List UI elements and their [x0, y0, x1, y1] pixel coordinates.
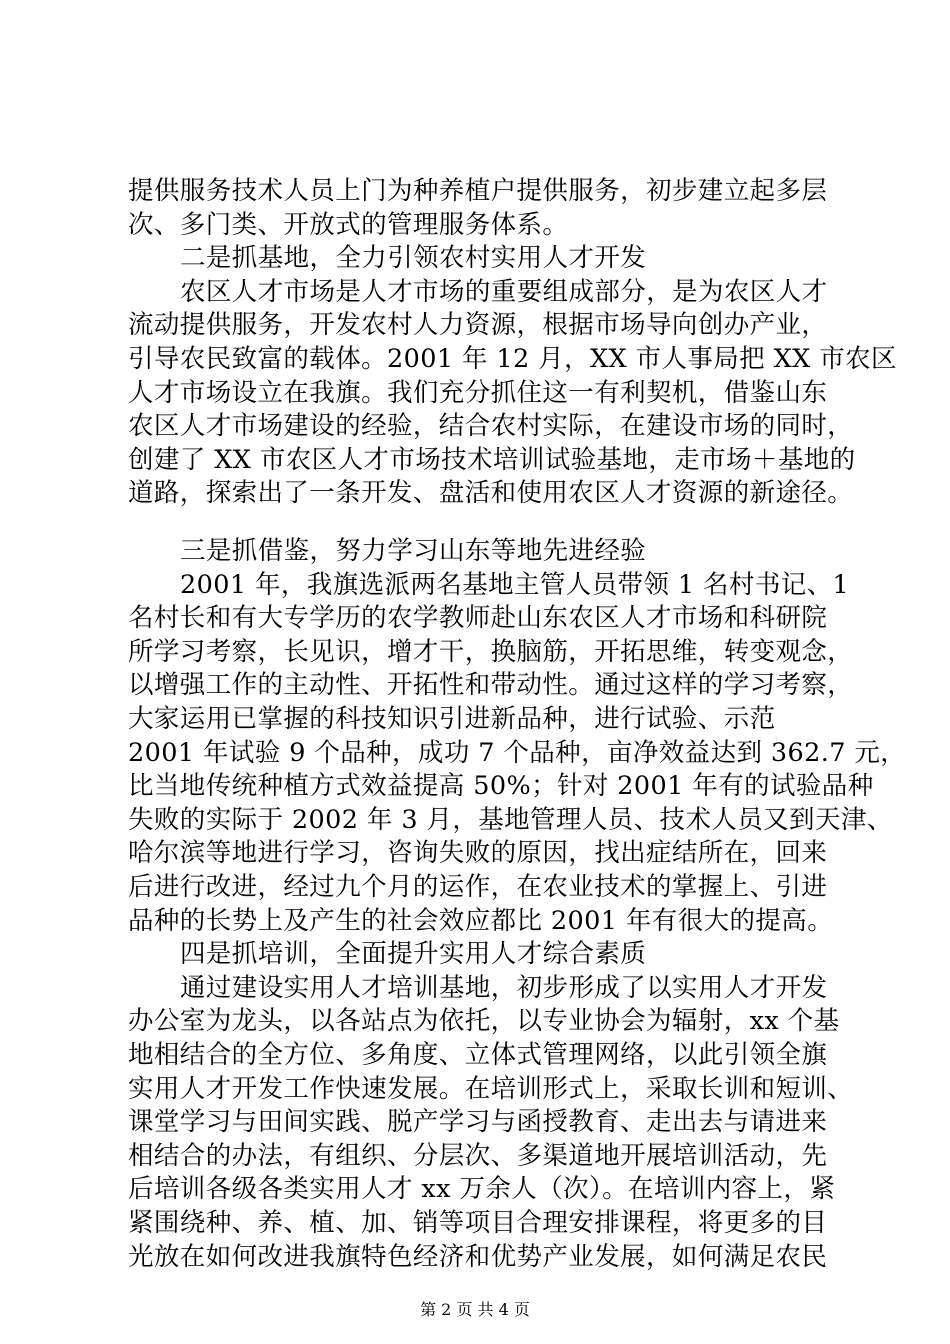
paragraph-line: 2001 年，我旗选派两名基地主管人员带领 1 名村书记、1 — [180, 569, 850, 600]
section-heading: 二是抓基地，全力引领农村实用人才开发 — [180, 243, 647, 274]
section-heading: 三是抓借鉴，努力学习山东等地先进经验 — [180, 536, 647, 566]
paragraph-line: 哈尔滨等地进行学习，咨询失败的原因，找出症结所在，回来 — [128, 838, 828, 869]
paragraph-line: 地相结合的全方位、多角度、立体式管理网络，以此引领全旗 — [128, 1040, 828, 1070]
paragraph-line: 名村长和有大专学历的农学教师赴山东农区人才市场和科研院 — [128, 603, 828, 634]
paragraph-line: 光放在如何改进我旗特色经济和优势产业发展，如何满足农民 — [128, 1241, 828, 1272]
paragraph-line: 比当地传统种植方式效益提高 50%；针对 2001 年有的试验品种 — [128, 771, 874, 802]
section-heading: 四是抓培训，全面提升实用人才综合素质 — [180, 939, 647, 970]
paragraph-line: 人才市场设立在我旗。我们充分抓住这一有利契机，借鉴山东 — [128, 377, 828, 408]
paragraph-line: 实用人才开发工作快速发展。在培训形式上，采取长训和短训、 — [128, 1073, 854, 1104]
paragraph-line: 品种的长势上及产生的社会效应都比 2001 年有很大的提高。 — [128, 905, 834, 936]
paragraph-line: 农区人才市场建设的经验，结合农村实际，在建设市场的同时， — [128, 411, 854, 442]
paragraph-line: 通过建设实用人才培训基地，初步形成了以实用人才开发 — [180, 972, 828, 1003]
paragraph-line: 次、多门类、开放式的管理服务体系。 — [128, 209, 569, 240]
paragraph-line: 后进行改进，经过九个月的运作，在农业技术的掌握上、引进 — [128, 872, 828, 902]
paragraph-line: 道路，探索出了一条开发、盘活和使用农区人才资源的新途径。 — [128, 478, 854, 509]
page-number-footer: 第 2 页 共 4 页 — [420, 1300, 530, 1319]
paragraph-line: 提供服务技术人员上门为种养植户提供服务，初步建立起多层 — [128, 176, 828, 206]
paragraph-line: 所学习考察，长见识，增才干，换脑筋，开拓思维，转变观念， — [128, 636, 854, 667]
paragraph-line: 课堂学习与田间实践、脱产学习与函授教育、走出去与请进来 — [128, 1107, 828, 1138]
paragraph-line: 大家运用已掌握的科技知识引进新品种，进行试验、示范 — [128, 704, 776, 734]
paragraph-line: 2001 年试验 9 个品种，成功 7 个品种，亩净效益达到 362.7 元， — [128, 737, 907, 768]
paragraph-line: 流动提供服务，开发农村人力资源，根据市场导向创办产业， — [128, 310, 828, 341]
paragraph-line: 办公室为龙头，以各站点为依托，以专业协会为辐射，xx 个基 — [128, 1006, 840, 1037]
paragraph-line: 引导农民致富的载体。2001 年 12 月，XX 市人事局把 XX 市农区 — [128, 344, 897, 374]
paragraph-line: 相结合的办法，有组织、分层次、多渠道地开展培训活动，先 — [128, 1140, 828, 1171]
paragraph-line: 紧围绕种、养、植、加、销等项目合理安排课程，将更多的目 — [128, 1208, 828, 1238]
paragraph-line: 后培训各级各类实用人才 xx 万余人（次）。在培训内容上，紧 — [128, 1174, 836, 1205]
paragraph-line: 农区人才市场是人才市场的重要组成部分，是为农区人才 — [180, 276, 828, 307]
paragraph-line: 以增强工作的主动性、开拓性和带动性。通过这样的学习考察， — [128, 670, 854, 701]
paragraph-line: 失败的实际于 2002 年 3 月，基地管理人员、技术人员又到天津、 — [128, 804, 893, 835]
paragraph-line: 创建了 XX 市农区人才市场技术培训试验基地，走市场＋基地的 — [128, 444, 856, 475]
